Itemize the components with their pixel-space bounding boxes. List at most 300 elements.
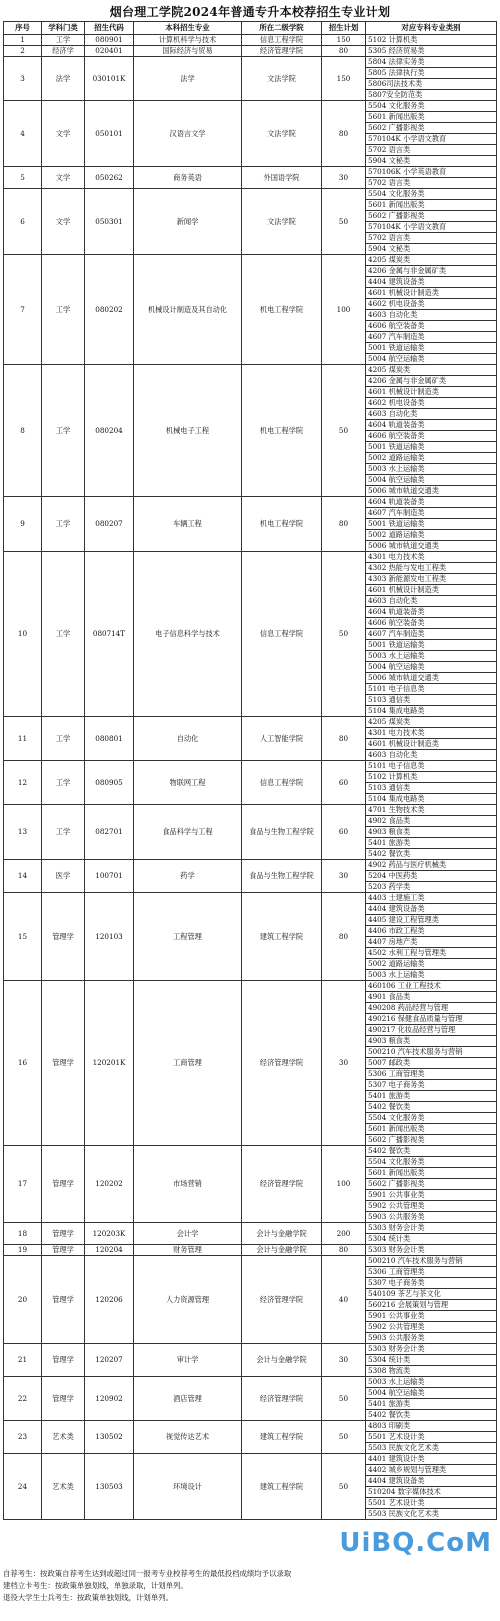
row-sub-category: 4606 航空装备类 [366,321,497,332]
row-college: 经济管理学院 [242,1377,322,1421]
table-row [4,189,497,200]
row-sub-category: 5504 文化服务类 [366,101,497,112]
row-category: 管理学 [42,893,85,981]
row-code: 080714T [85,552,134,717]
row-major: 机械电子工程 [134,365,242,497]
row-college: 食品与生物工程学院 [242,805,322,860]
row-major: 酒店管理 [134,1377,242,1421]
table-header-row [4,22,497,35]
header-major: 本科招生专业 [134,22,242,35]
row-sub-category: 5307 电子商务类 [366,1080,497,1091]
row-category: 管理学 [42,1245,85,1256]
row-sub-category: 4603 自动化类 [366,750,497,761]
table-row [4,497,497,508]
note-poverty-file: 建档立卡考生：按政策单独划线，单独录取，计划单列。 [3,1581,188,1590]
row-sub-category: 4406 市政工程类 [366,926,497,937]
row-college: 经济管理学院 [242,981,322,1146]
row-category: 工学 [42,552,85,717]
row-code: 080204 [85,365,134,497]
row-category: 法学 [42,57,85,101]
header-category: 学科门类 [42,22,85,35]
row-college: 人工智能学院 [242,717,322,761]
row-sub-category: 490217 化妆品经营与管理 [366,1025,497,1036]
row-sub-category: 4402 城乡规划与管理类 [366,1465,497,1476]
row-sub-category: 5601 新闻出版类 [366,1124,497,1135]
row-college: 经济管理学院 [242,1146,322,1223]
row-sub-category: 4206 金属与非金属矿类 [366,266,497,277]
row-plan: 30 [322,167,366,189]
row-sub-category: 5702 语言类 [366,145,497,156]
row-major: 环境设计 [134,1454,242,1520]
row-major: 药学 [134,860,242,893]
row-sub-category: 4301 电力技术类 [366,728,497,739]
row-sub-category: 5203 药学类 [366,882,497,893]
row-sub-category: 4603 自动化类 [366,310,497,321]
row-sub-category: 5903 公共服务类 [366,1212,497,1223]
row-sub-category: 5002 道路运输类 [366,959,497,970]
row-sub-category: 5004 航空运输类 [366,354,497,365]
page-title: 烟台理工学院2024年普通专升本校荐招生专业计划 [109,5,391,19]
row-sub-category: 4404 建筑设备类 [366,904,497,915]
row-major: 视觉传达艺术 [134,1421,242,1454]
row-code: 120902 [85,1377,134,1421]
row-category: 工学 [42,365,85,497]
row-college: 文法学院 [242,189,322,255]
row-sub-category: 5503 民族文化艺术类 [366,1509,497,1520]
row-sub-category: 5305 经济贸易类 [366,46,497,57]
row-code: 080207 [85,497,134,552]
row-sub-category: 500210 汽车技术服务与营销 [366,1256,497,1267]
row-major: 审计学 [134,1344,242,1377]
row-major: 国际经济与贸易 [134,46,242,57]
row-sub-category: 4407 房地产类 [366,937,497,948]
row-sub-category: 5001 铁道运输类 [366,640,497,651]
row-sub-category: 4604 轨道装备类 [366,420,497,431]
table-row [4,1454,497,1465]
row-code: 120204 [85,1245,134,1256]
row-sub-category: 4606 航空装备类 [366,431,497,442]
row-sub-category: 5304 统计类 [366,1234,497,1245]
row-sub-category: 4205 煤炭类 [366,365,497,376]
row-no: 11 [4,717,42,761]
row-category: 医学 [42,860,85,893]
row-college: 机电工程学院 [242,255,322,365]
row-code: 130503 [85,1454,134,1520]
row-sub-category: 4603 自动化类 [366,409,497,420]
row-college: 文法学院 [242,101,322,167]
row-sub-category: 4403 土建施工类 [366,893,497,904]
row-code: 100701 [85,860,134,893]
row-sub-category: 5204 中医药类 [366,871,497,882]
row-sub-category: 4607 汽车制造类 [366,629,497,640]
row-plan: 200 [322,1223,366,1245]
row-major: 新闻学 [134,189,242,255]
row-sub-category: 560216 会展策划与管理 [366,1300,497,1311]
row-plan: 100 [322,255,366,365]
row-college: 会计与金融学院 [242,1223,322,1245]
row-no: 22 [4,1377,42,1421]
row-sub-category: 5103 通信类 [366,695,497,706]
table-row [4,1245,497,1256]
row-category: 管理学 [42,1256,85,1344]
row-major: 会计学 [134,1223,242,1245]
row-sub-category: 4404 建筑设备类 [366,1476,497,1487]
row-sub-category: 5306 工商管理类 [366,1267,497,1278]
table-row [4,1344,497,1355]
row-no: 1 [4,35,42,46]
row-sub-category: 5901 公共事业类 [366,1190,497,1201]
row-sub-category: 4502 水利工程与管理类 [366,948,497,959]
row-sub-category: 4601 机械设计制造类 [366,288,497,299]
row-code: 082701 [85,805,134,860]
row-sub-category: 5503 民族文化艺术类 [366,1443,497,1454]
row-plan: 50 [322,365,366,497]
row-sub-category: 5004 航空运输类 [366,475,497,486]
table-row [4,255,497,266]
row-sub-category: 5401 旅游类 [366,1399,497,1410]
row-sub-category: 5504 文化服务类 [366,1113,497,1124]
row-sub-category: 4803 印刷类 [366,1421,497,1432]
row-sub-category: 5602 广播影视类 [366,1135,497,1146]
row-sub-category: 5003 水上运输类 [366,970,497,981]
table-row [4,101,497,112]
row-category: 管理学 [42,1223,85,1245]
row-category: 文学 [42,101,85,167]
table-row [4,1146,497,1157]
row-category: 管理学 [42,1344,85,1377]
row-code: 050101 [85,101,134,167]
row-sub-category: 490216 保健食品质量与管理 [366,1014,497,1025]
table-row [4,57,497,68]
row-sub-category: 4607 汽车制造类 [366,332,497,343]
row-sub-category: 5004 航空运输类 [366,662,497,673]
header-plan: 招生计划 [322,22,366,35]
site-watermark: UiBQ.CoM [339,1528,492,1558]
table-row [4,1377,497,1388]
row-sub-category: 5601 新闻出版类 [366,112,497,123]
enrollment-plan-table [3,21,497,1520]
row-sub-category: 5006 城市轨道交通类 [366,673,497,684]
row-sub-category: 510204 数字媒体技术 [366,1487,497,1498]
row-sub-category: 4701 生物技术类 [366,805,497,816]
row-sub-category: 5003 水上运输类 [366,651,497,662]
row-plan: 80 [322,497,366,552]
row-major: 工商管理 [134,981,242,1146]
row-sub-category: 4303 新能源发电工程类 [366,574,497,585]
row-category: 工学 [42,761,85,805]
row-no: 13 [4,805,42,860]
row-sub-category: 5402 餐饮类 [366,849,497,860]
row-sub-category: 540109 茶艺与茶文化 [366,1289,497,1300]
row-sub-category: 4601 机械设计制造类 [366,739,497,750]
row-sub-category: 4205 煤炭类 [366,717,497,728]
row-no: 3 [4,57,42,101]
row-sub-category: 5004 航空运输类 [366,1388,497,1399]
row-major: 商务英语 [134,167,242,189]
table-body [4,35,497,1520]
row-college: 外国语学院 [242,167,322,189]
row-no: 2 [4,46,42,57]
row-major: 人力资源管理 [134,1256,242,1344]
row-college: 机电工程学院 [242,365,322,497]
row-sub-category: 5104 集成电路类 [366,706,497,717]
row-no: 6 [4,189,42,255]
row-sub-category: 4602 机电设备类 [366,299,497,310]
row-sub-category: 4604 轨道装备类 [366,497,497,508]
row-plan: 30 [322,981,366,1146]
row-major: 车辆工程 [134,497,242,552]
row-no: 4 [4,101,42,167]
row-no: 5 [4,167,42,189]
row-sub-category: 5903 公共服务类 [366,1333,497,1344]
row-no: 15 [4,893,42,981]
row-sub-category: 5504 文化服务类 [366,1157,497,1168]
row-major: 计算机科学与技术 [134,35,242,46]
row-plan: 40 [322,1256,366,1344]
row-sub-category: 500210 汽车技术服务与营销 [366,1047,497,1058]
row-sub-category: 4302 热能与发电工程类 [366,563,497,574]
row-category: 管理学 [42,981,85,1146]
row-code: 050301 [85,189,134,255]
header-no: 序号 [4,22,42,35]
table-row [4,860,497,871]
row-sub-category: 4903 粮食类 [366,1036,497,1047]
row-sub-category: 5805 法律执行类 [366,68,497,79]
row-sub-category: 5308 物流类 [366,1366,497,1377]
row-college: 建筑工程学院 [242,1421,322,1454]
row-sub-category: 5101 电子信息类 [366,761,497,772]
row-no: 23 [4,1421,42,1454]
row-sub-category: 4401 建筑设计类 [366,1454,497,1465]
row-code: 120103 [85,893,134,981]
row-sub-category: 5806司法技术类 [366,79,497,90]
row-no: 12 [4,761,42,805]
table-row [4,46,497,57]
row-sub-category: 5602 广播影视类 [366,1179,497,1190]
row-plan: 50 [322,189,366,255]
row-sub-category: 5001 铁道运输类 [366,343,497,354]
row-code: 120207 [85,1344,134,1377]
row-plan: 100 [322,1146,366,1223]
row-sub-category: 5001 铁道运输类 [366,519,497,530]
table-row [4,35,497,46]
table-row [4,761,497,772]
row-plan: 150 [322,57,366,101]
row-no: 8 [4,365,42,497]
row-major: 财务管理 [134,1245,242,1256]
row-sub-category: 4601 机械设计制造类 [366,585,497,596]
row-no: 21 [4,1344,42,1377]
row-sub-category: 5804 法律实务类 [366,57,497,68]
row-code: 020401 [85,46,134,57]
row-no: 24 [4,1454,42,1520]
row-plan: 80 [322,893,366,981]
row-sub-category: 5902 公共管理类 [366,1322,497,1333]
row-plan: 80 [322,1245,366,1256]
row-plan: 50 [322,552,366,717]
table-row [4,167,497,178]
row-sub-category: 4602 机电设备类 [366,398,497,409]
row-code: 080901 [85,35,134,46]
row-sub-category: 5402 餐饮类 [366,1146,497,1157]
row-sub-category: 4404 建筑设备类 [366,277,497,288]
table-row [4,805,497,816]
row-plan: 50 [322,1454,366,1520]
row-plan: 80 [322,101,366,167]
row-category: 工学 [42,805,85,860]
row-category: 工学 [42,35,85,46]
row-major: 市场营销 [134,1146,242,1223]
row-sub-category: 5501 艺术设计类 [366,1498,497,1509]
row-sub-category: 5602 广播影视类 [366,211,497,222]
row-no: 17 [4,1146,42,1223]
row-sub-category: 5601 新闻出版类 [366,1168,497,1179]
row-category: 管理学 [42,1146,85,1223]
row-sub-category: 570104K 小学语文教育 [366,134,497,145]
row-college: 建筑工程学院 [242,893,322,981]
row-college: 机电工程学院 [242,497,322,552]
row-college: 信息工程学院 [242,552,322,717]
row-code: 130502 [85,1421,134,1454]
row-sub-category: 490208 药品经营与管理 [366,1003,497,1014]
row-college: 会计与金融学院 [242,1344,322,1377]
row-sub-category: 460106 工业工程技术 [366,981,497,992]
row-category: 管理学 [42,1377,85,1421]
row-sub-category: 5902 公共管理类 [366,1201,497,1212]
note-veterans: 退役大学生士兵考生：按政策单独划线，计划单列。 [3,1593,173,1602]
row-sub-category: 5307 电子商务类 [366,1278,497,1289]
row-sub-category: 4903 粮食类 [366,827,497,838]
row-code: 120202 [85,1146,134,1223]
row-sub-category: 5001 铁道运输类 [366,442,497,453]
row-sub-category: 5002 道路运输类 [366,453,497,464]
row-sub-category: 5003 水上运输类 [366,464,497,475]
notes [3,1568,497,1604]
row-college: 建筑工程学院 [242,1454,322,1520]
row-sub-category: 5702 语言类 [366,233,497,244]
row-plan: 150 [322,35,366,46]
row-sub-category: 5402 餐饮类 [366,1102,497,1113]
row-sub-category: 4901 食品类 [366,992,497,1003]
row-sub-category: 5101 电子信息类 [366,684,497,695]
row-sub-category: 4205 煤炭类 [366,255,497,266]
row-plan: 80 [322,46,366,57]
row-sub-category: 5103 通信类 [366,783,497,794]
table-row [4,717,497,728]
row-sub-category: 4603 自动化类 [366,596,497,607]
row-sub-category: 5601 新闻出版类 [366,200,497,211]
row-no: 14 [4,860,42,893]
row-sub-category: 5904 文秘类 [366,244,497,255]
row-sub-category: 4607 汽车制造类 [366,508,497,519]
row-college: 经济管理学院 [242,1256,322,1344]
row-plan: 30 [322,1344,366,1377]
row-major: 自动化 [134,717,242,761]
row-sub-category: 5303 财务会计类 [366,1344,497,1355]
row-category: 经济学 [42,46,85,57]
row-sub-category: 5402 餐饮类 [366,1410,497,1421]
row-sub-category: 5901 公共事业类 [366,1311,497,1322]
header-code: 招生代码 [85,22,134,35]
row-code: 050262 [85,167,134,189]
row-sub-category: 4902 食品类 [366,816,497,827]
row-plan: 30 [322,860,366,893]
row-sub-category: 570104K 小学语文教育 [366,222,497,233]
row-major: 电子信息科学与技术 [134,552,242,717]
row-no: 19 [4,1245,42,1256]
row-sub-category: 5006 城市轨道交通类 [366,541,497,552]
row-sub-category: 5904 文秘类 [366,156,497,167]
header-college: 所在二级学院 [242,22,322,35]
row-sub-category: 4206 金属与非金属矿类 [366,376,497,387]
row-college: 食品与生物工程学院 [242,860,322,893]
row-code: 120206 [85,1256,134,1344]
table-row [4,365,497,376]
table-row [4,1223,497,1234]
row-code: 120203K [85,1223,134,1245]
row-no: 10 [4,552,42,717]
row-sub-category: 5304 统计类 [366,1355,497,1366]
row-category: 艺术类 [42,1454,85,1520]
table-row [4,552,497,563]
row-category: 工学 [42,717,85,761]
row-code: 080801 [85,717,134,761]
row-code: 120201K [85,981,134,1146]
row-sub-category: 5303 财务会计类 [366,1223,497,1234]
row-sub-category: 5002 道路运输类 [366,530,497,541]
row-sub-category: 5102 计算机类 [366,772,497,783]
row-major: 法学 [134,57,242,101]
row-sub-category: 4902 药品与医疗机械类 [366,860,497,871]
row-sub-category: 5104 集成电路类 [366,794,497,805]
row-college: 信息工程学院 [242,35,322,46]
row-sub-category: 4604 轨道装备类 [366,607,497,618]
row-plan: 50 [322,1421,366,1454]
row-sub-category: 5102 计算机类 [366,35,497,46]
header-subs: 对应专科专业类别 [366,22,497,35]
row-sub-category: 4405 建设工程管理类 [366,915,497,926]
row-sub-category: 5702 语言类 [366,178,497,189]
row-no: 16 [4,981,42,1146]
row-plan: 50 [322,1377,366,1421]
row-major: 汉语言文学 [134,101,242,167]
row-college: 信息工程学院 [242,761,322,805]
table-row [4,1256,497,1267]
row-category: 艺术类 [42,1421,85,1454]
row-category: 文学 [42,189,85,255]
row-sub-category: 5501 艺术设计类 [366,1432,497,1443]
row-sub-category: 5807安全防范类 [366,90,497,101]
row-no: 18 [4,1223,42,1245]
row-sub-category: 5401 旅游类 [366,838,497,849]
row-sub-category: 570106K 小学英语教育 [366,167,497,178]
row-plan: 80 [322,717,366,761]
row-major: 机械设计制造及其自动化 [134,255,242,365]
row-major: 食品科学与工程 [134,805,242,860]
row-college: 经济管理学院 [242,46,322,57]
row-sub-category: 5303 财务会计类 [366,1245,497,1256]
row-plan: 60 [322,805,366,860]
row-sub-category: 5006 城市轨道交通类 [366,486,497,497]
row-college: 会计与金融学院 [242,1245,322,1256]
row-category: 工学 [42,497,85,552]
row-college: 文法学院 [242,57,322,101]
note-self-recommended: 自荐考生：按政策自荐考生达到或超过同一报考专业校荐考生的最低投档成绩均予以录取 [3,1569,292,1578]
row-no: 9 [4,497,42,552]
row-category: 文学 [42,167,85,189]
row-sub-category: 4606 航空装备类 [366,618,497,629]
row-code: 080202 [85,255,134,365]
